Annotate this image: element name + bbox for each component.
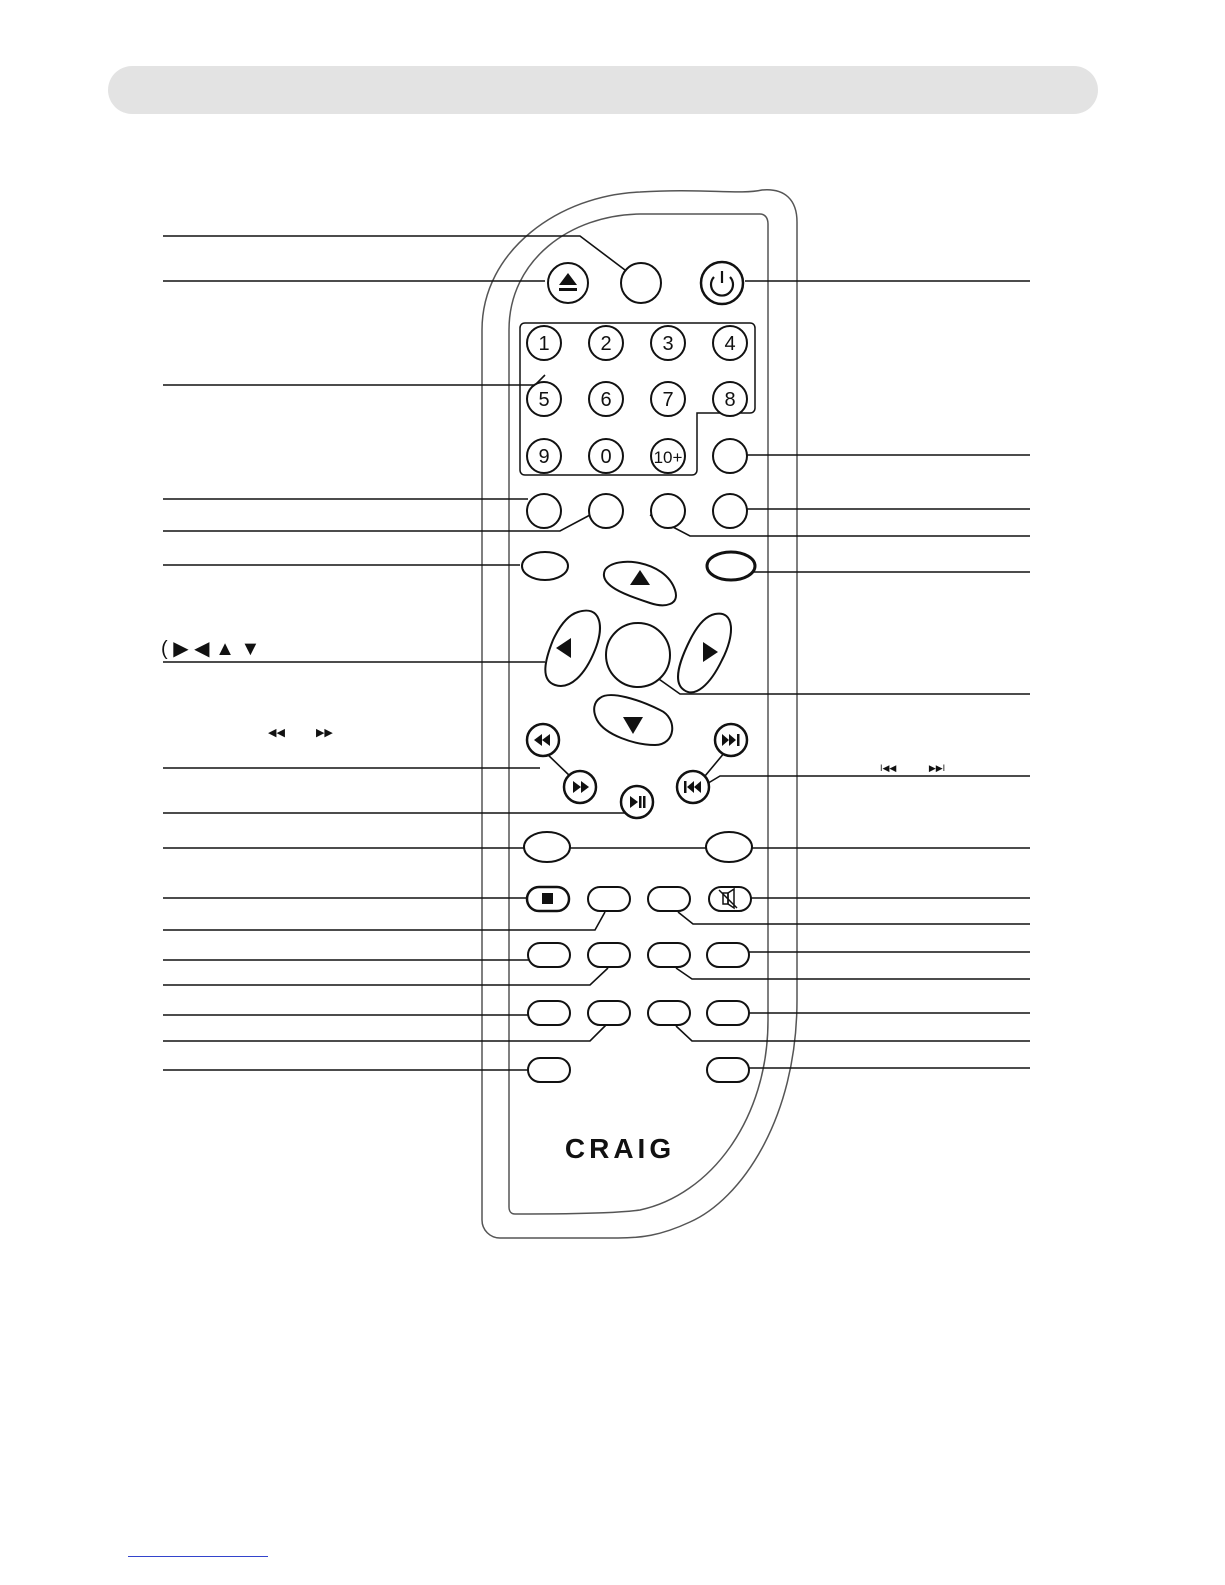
oval-button-right-nav[interactable] — [707, 552, 755, 580]
svg-text:( ▶ ◀ ▲ ▼: ( ▶ ◀ ▲ ▼ — [161, 638, 261, 660]
rewind-button[interactable] — [527, 724, 559, 756]
number-button-label: 9 — [538, 446, 550, 468]
direction-arrows-legend — [161, 638, 260, 660]
pill-button-r3c2[interactable] — [588, 1001, 630, 1025]
pill-button-r2c4[interactable] — [707, 943, 749, 967]
pill-button-r1c2[interactable] — [588, 887, 630, 911]
arrow-up-button[interactable] — [604, 562, 676, 605]
skip-previous-button[interactable] — [677, 771, 709, 803]
number-button-label: 10+ — [653, 448, 683, 467]
brand-logo — [565, 1133, 675, 1164]
fast-forward-button[interactable] — [564, 771, 596, 803]
oval-button-left-nav[interactable] — [522, 552, 568, 580]
number-button-6[interactable] — [589, 382, 623, 416]
mute-button[interactable] — [709, 887, 751, 911]
number-button-2[interactable] — [589, 326, 623, 360]
number-button-0[interactable] — [589, 439, 623, 473]
pill-button-r2c1[interactable] — [528, 943, 570, 967]
eject-button[interactable] — [548, 263, 588, 303]
pill-button-r4c4[interactable] — [707, 1058, 749, 1082]
arrow-left-button[interactable] — [545, 611, 600, 686]
number-button-7[interactable] — [651, 382, 685, 416]
number-button-3[interactable] — [651, 326, 685, 360]
number-button-label: 6 — [600, 389, 612, 411]
number-button-4[interactable] — [713, 326, 747, 360]
arrow-down-button[interactable] — [594, 695, 672, 745]
round-button-4[interactable] — [713, 494, 747, 528]
pill-button-r1c3[interactable] — [648, 887, 690, 911]
number-button-label: 7 — [662, 389, 674, 411]
number-button-10plus[interactable] — [651, 439, 685, 473]
round-button-1[interactable] — [527, 494, 561, 528]
number-button-label: 1 — [538, 333, 550, 355]
pill-button-r3c3[interactable] — [648, 1001, 690, 1025]
footer-line — [128, 1556, 268, 1557]
search-arrows-legend — [268, 727, 333, 739]
number-button-label: 0 — [600, 446, 612, 468]
number-button-label: 5 — [538, 389, 550, 411]
play-pause-button[interactable] — [621, 786, 653, 818]
number-button-label: 8 — [724, 389, 736, 411]
top-round-button[interactable] — [621, 263, 661, 303]
svg-text:I◀◀ ▶▶I: I◀◀ ▶▶I — [880, 763, 946, 773]
number-button-5[interactable] — [527, 382, 561, 416]
skip-arrows-legend — [880, 763, 945, 773]
stop-button[interactable] — [527, 887, 569, 911]
power-button[interactable] — [701, 262, 743, 304]
pill-button-r2c3[interactable] — [648, 943, 690, 967]
number-button-9[interactable] — [527, 439, 561, 473]
number-button-8[interactable] — [713, 382, 747, 416]
pill-button-r3c1[interactable] — [528, 1001, 570, 1025]
arrow-right-button[interactable] — [678, 614, 731, 693]
enter-button[interactable] — [606, 623, 670, 687]
pill-button-r4c1[interactable] — [528, 1058, 570, 1082]
number-button-1[interactable] — [527, 326, 561, 360]
number-button-label: 2 — [600, 333, 612, 355]
oval-button-left-large[interactable] — [524, 832, 570, 862]
pill-button-r3c4[interactable] — [707, 1001, 749, 1025]
svg-text:◀◀ ▶▶: ◀◀ ▶▶ — [268, 727, 333, 739]
skip-next-button[interactable] — [715, 724, 747, 756]
round-button-3[interactable] — [651, 494, 685, 528]
round-button-right-keypad[interactable] — [713, 439, 747, 473]
number-button-label: 3 — [662, 333, 674, 355]
svg-text:CRAIG: CRAIG — [564, 1133, 676, 1164]
stop-icon — [542, 893, 553, 904]
oval-button-right-large[interactable] — [706, 832, 752, 862]
round-button-2[interactable] — [589, 494, 623, 528]
number-button-label: 4 — [724, 333, 736, 355]
pill-button-r2c2[interactable] — [588, 943, 630, 967]
